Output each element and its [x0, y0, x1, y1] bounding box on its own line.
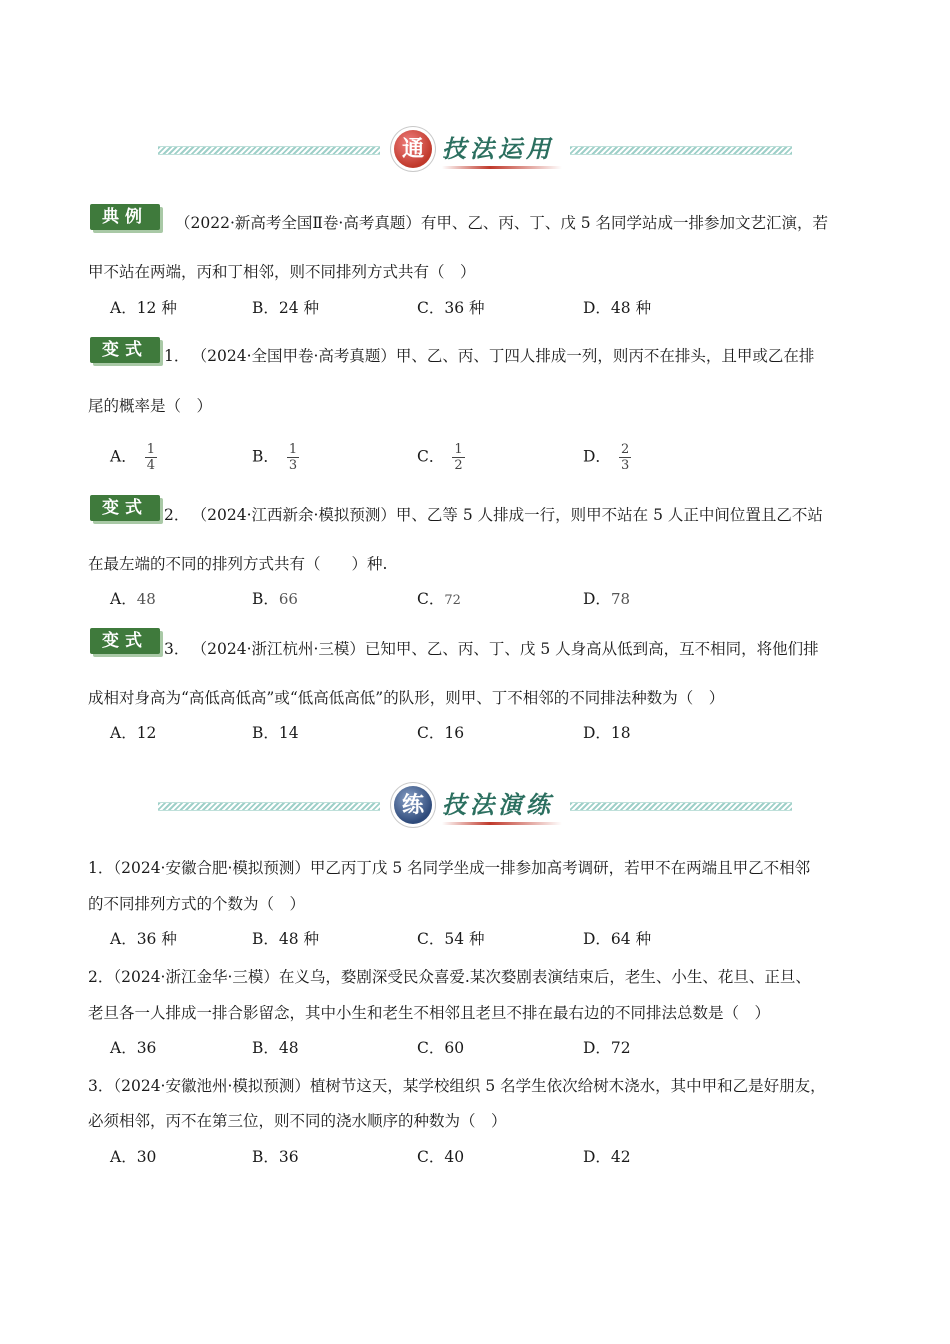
option-label: A．	[110, 447, 137, 466]
denominator: 2	[454, 458, 463, 473]
option-d: D．18	[583, 724, 631, 742]
variant1-stem-line2: 尾的概率是（ ）	[88, 397, 213, 415]
option-value: 78	[610, 590, 631, 608]
section-badge-usage: 通	[394, 130, 432, 168]
practice3-stem-line2: 必须相邻，丙不在第三位，则不同的浇水顺序的种数为（ ）	[88, 1112, 507, 1130]
option-b: B．14	[252, 724, 299, 742]
option-label: D．	[583, 590, 611, 608]
option-c	[417, 442, 465, 473]
practice3-stem-line1: 3．（2024·安徽池州·模拟预测）植树节这天，某学校组织 5 名学生依次给树木浇水，其中甲和乙是好朋友，	[88, 1077, 826, 1095]
practice3-options	[110, 1146, 810, 1172]
variant1-stem-line1	[164, 345, 866, 367]
option-c: C．60	[417, 1039, 465, 1057]
option-value: 66	[278, 590, 298, 608]
option-a: A．12	[110, 724, 157, 742]
option-b: B．48 种	[252, 930, 320, 948]
section-badge-practice: 练	[394, 786, 432, 824]
practice2-options	[110, 1037, 810, 1063]
question-number: 1．	[164, 347, 190, 365]
denominator: 3	[288, 458, 298, 473]
practice1-stem-line2: 的不同排列方式的个数为（ ）	[88, 895, 306, 913]
denominator: 3	[620, 458, 630, 473]
variant1-options	[110, 442, 810, 473]
stem-text: （2024·江西新余·模拟预测）甲、乙等 5 人排成一行，则甲不站在 5 人正中间位置且乙不站	[199, 506, 823, 524]
option-label: C．	[417, 590, 445, 608]
option-a: A．36	[110, 1039, 157, 1057]
section-header-practice	[150, 784, 800, 828]
option-c: C．16	[417, 724, 465, 742]
hatch-divider-right	[570, 146, 792, 155]
section-title-usage: 技法运用	[442, 134, 554, 163]
practice2-stem-line2: 老旦各一人排成一排合影留念，其中小生和老生不相邻且老旦不排在最右边的不同排法总数是（ ）	[88, 1004, 771, 1022]
option-d: D．64 种	[583, 930, 652, 948]
option-d: D．42	[583, 1148, 631, 1166]
numerator: 1	[288, 442, 298, 457]
option-d	[583, 442, 631, 473]
option-label: A．	[110, 590, 137, 608]
option-value: 72	[444, 593, 461, 608]
hatch-divider-left	[158, 802, 380, 811]
variant2-stem-line2: 在最左端的不同的排列方式共有（ ）种.	[88, 555, 388, 573]
option-b: B．48	[252, 1039, 299, 1057]
tag-variant-2: 变式	[90, 495, 160, 521]
option-c: C．54 种	[417, 930, 485, 948]
example-stem-line1: （2022·新高考全国Ⅱ卷·高考真题）有甲、乙、丙、丁、戊 5 名同学站成一排参加文艺汇演，若	[175, 214, 829, 232]
option-d: D．48 种	[583, 299, 652, 317]
section-header-usage	[150, 128, 800, 172]
variant3-options	[110, 722, 810, 748]
section-title-practice: 技法演练	[442, 790, 554, 819]
numerator: 2	[620, 442, 630, 457]
fraction	[145, 442, 157, 473]
option-a	[110, 442, 157, 473]
practice2-stem-line1: 2．（2024·浙江金华·三模）在义乌，婺剧深受民众喜爱.某次婺剧表演结束后，老生、小生、花旦、正旦、	[88, 968, 811, 986]
option-a: A．30	[110, 1148, 157, 1166]
variant2-options	[110, 588, 810, 614]
option-b: B．24 种	[252, 299, 320, 317]
hatch-divider-left	[158, 146, 380, 155]
option-label: B．	[252, 590, 279, 608]
numerator: 1	[146, 442, 155, 457]
option-a	[110, 588, 156, 610]
numerator: 1	[454, 442, 463, 457]
tag-example: 典例	[90, 204, 160, 230]
option-b: B．36	[252, 1148, 299, 1166]
variant2-stem-line1	[164, 504, 866, 526]
hatch-divider-right	[570, 802, 792, 811]
tag-variant-3: 变式	[90, 628, 160, 654]
title-underline	[442, 822, 562, 825]
option-d: D．72	[583, 1039, 631, 1057]
question-number: 3．	[164, 640, 190, 658]
option-label: B．	[252, 447, 279, 466]
variant3-stem-line1	[164, 638, 866, 660]
example-options	[110, 297, 810, 323]
example-stem-line2: 甲不站在两端，丙和丁相邻，则不同排列方式共有（ ）	[88, 263, 476, 281]
fraction	[619, 442, 631, 473]
option-c: C．40	[417, 1148, 465, 1166]
option-value: 48	[136, 590, 156, 608]
option-a: A．12 种	[110, 299, 177, 317]
option-c	[417, 588, 461, 612]
option-b	[252, 442, 299, 473]
question-number: 2．	[164, 506, 190, 524]
option-label: C．	[417, 447, 445, 466]
title-underline	[442, 166, 562, 169]
variant3-stem-line2: 成相对身高为“高低高低高”或“低高低高低”的队形，则甲、丁不相邻的不同排法种数为（ ）	[88, 689, 725, 707]
stem-text: （2024·全国甲卷·高考真题）甲、乙、丙、丁四人排成一列，则丙不在排头，且甲或乙在排	[199, 347, 815, 365]
option-d	[583, 588, 630, 610]
option-a: A．36 种	[110, 930, 177, 948]
practice1-stem-line1: 1．（2024·安徽合肥·模拟预测）甲乙丙丁戊 5 名同学坐成一排参加高考调研，若甲不在两端且甲乙不相邻	[88, 859, 811, 877]
stem-text: （2024·浙江杭州·三模）已知甲、乙、丙、丁、戊 5 人身高从低到高，互不相同，将他们排	[199, 640, 819, 658]
option-c: C．36 种	[417, 299, 485, 317]
option-b	[252, 588, 298, 610]
option-label: D．	[583, 447, 611, 466]
fraction	[452, 442, 464, 473]
fraction	[287, 442, 299, 473]
denominator: 4	[146, 458, 155, 473]
tag-variant-1: 变式	[90, 337, 160, 363]
practice1-options	[110, 928, 810, 954]
